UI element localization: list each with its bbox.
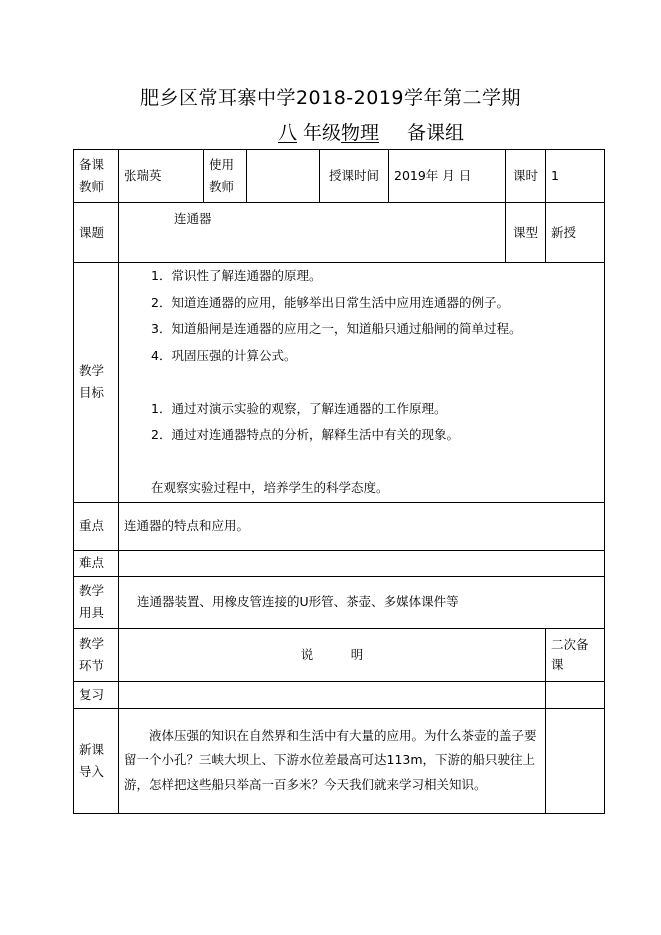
row-topic [74, 203, 605, 263]
subtitle [270, 118, 464, 145]
label-date: 授课时间 [320, 150, 389, 203]
row-phases [74, 628, 605, 681]
objective-item: 1．通过对演示实验的观察，了解连通器的工作原理。 [151, 400, 447, 416]
grade-suffix: 年级 [303, 122, 342, 144]
intro-text: 液体压强的知识在自然界和生活中有大量的应用。为什么茶壶的盖子要留一个小孔？三峡大坝上、下游水位差最高可达113m，下游的船只驶往上游，怎样把这些船只举高一百多米？今天我们就来学习相关知识。 [119, 708, 546, 813]
key-points: 连通器的特点和应用。 [119, 502, 605, 550]
label-intro: 新课导入 [74, 708, 119, 813]
row-review [74, 681, 605, 708]
grade: 八 [278, 122, 298, 144]
review-content [119, 681, 546, 708]
lesson-date: 2019年 月 日 [389, 150, 506, 203]
objective-item: 在观察实验过程中，培养学生的科学态度。 [151, 480, 389, 495]
label-type: 课型 [506, 203, 546, 263]
label-objectives: 教学目标 [74, 263, 119, 503]
objective-item: 3．知道船闸是连通器的应用之一，知道船只通过船闸的简单过程。 [151, 321, 522, 336]
row-key-points [74, 502, 605, 550]
label-hours: 课时 [506, 150, 546, 203]
objective-item: 2．通过对连通器特点的分析，解释生活中有关的现象。 [151, 427, 459, 442]
label-key-points: 重点 [74, 502, 119, 550]
lesson-hours: 1 [546, 150, 605, 203]
intro-second-prep [546, 708, 605, 813]
lesson-plan-table [73, 149, 605, 814]
row-teacher [74, 150, 605, 203]
lesson-topic: 连通器 [119, 203, 506, 263]
teaching-tools: 连通器装置、用橡皮管连接的U形管、茶壶、多媒体课件等 [119, 576, 605, 628]
objective-item: 4．巩固压强的计算公式。 [151, 347, 297, 363]
row-intro [74, 708, 605, 813]
objective-spacer [151, 449, 599, 476]
label-phases: 教学环节 [74, 628, 119, 681]
objective-item: 2．知道连通器的应用，能够举出日常生活中应用连通器的例子。 [151, 294, 509, 310]
label-second-prep: 二次备课 [546, 628, 605, 681]
label-user-teacher: 使用教师 [204, 150, 247, 203]
document-title: 肥乡区常耳寨中学2018-2019学年第二学期 [139, 87, 522, 109]
objective-item: 1．常识性了解连通器的原理。 [151, 268, 322, 283]
row-objectives [74, 263, 605, 503]
label-prep-teacher: 备课教师 [74, 150, 119, 203]
objectives-list [119, 263, 605, 503]
label-review: 复习 [74, 681, 119, 708]
user-teacher [247, 150, 320, 203]
prep-teacher: 张瑞英 [119, 150, 204, 203]
subject: 物理 [341, 122, 380, 144]
phase-description: 说 明 [119, 628, 546, 681]
row-tools [74, 576, 605, 628]
difficulty [119, 550, 605, 576]
lesson-type: 新授 [546, 203, 605, 263]
group-label: 备课组 [407, 122, 465, 144]
row-difficulty [74, 550, 605, 576]
label-topic: 课题 [74, 203, 119, 263]
label-difficulty: 难点 [74, 550, 119, 576]
objective-spacer [151, 369, 599, 396]
label-tools: 教学用具 [74, 576, 119, 628]
review-second-prep [546, 681, 605, 708]
